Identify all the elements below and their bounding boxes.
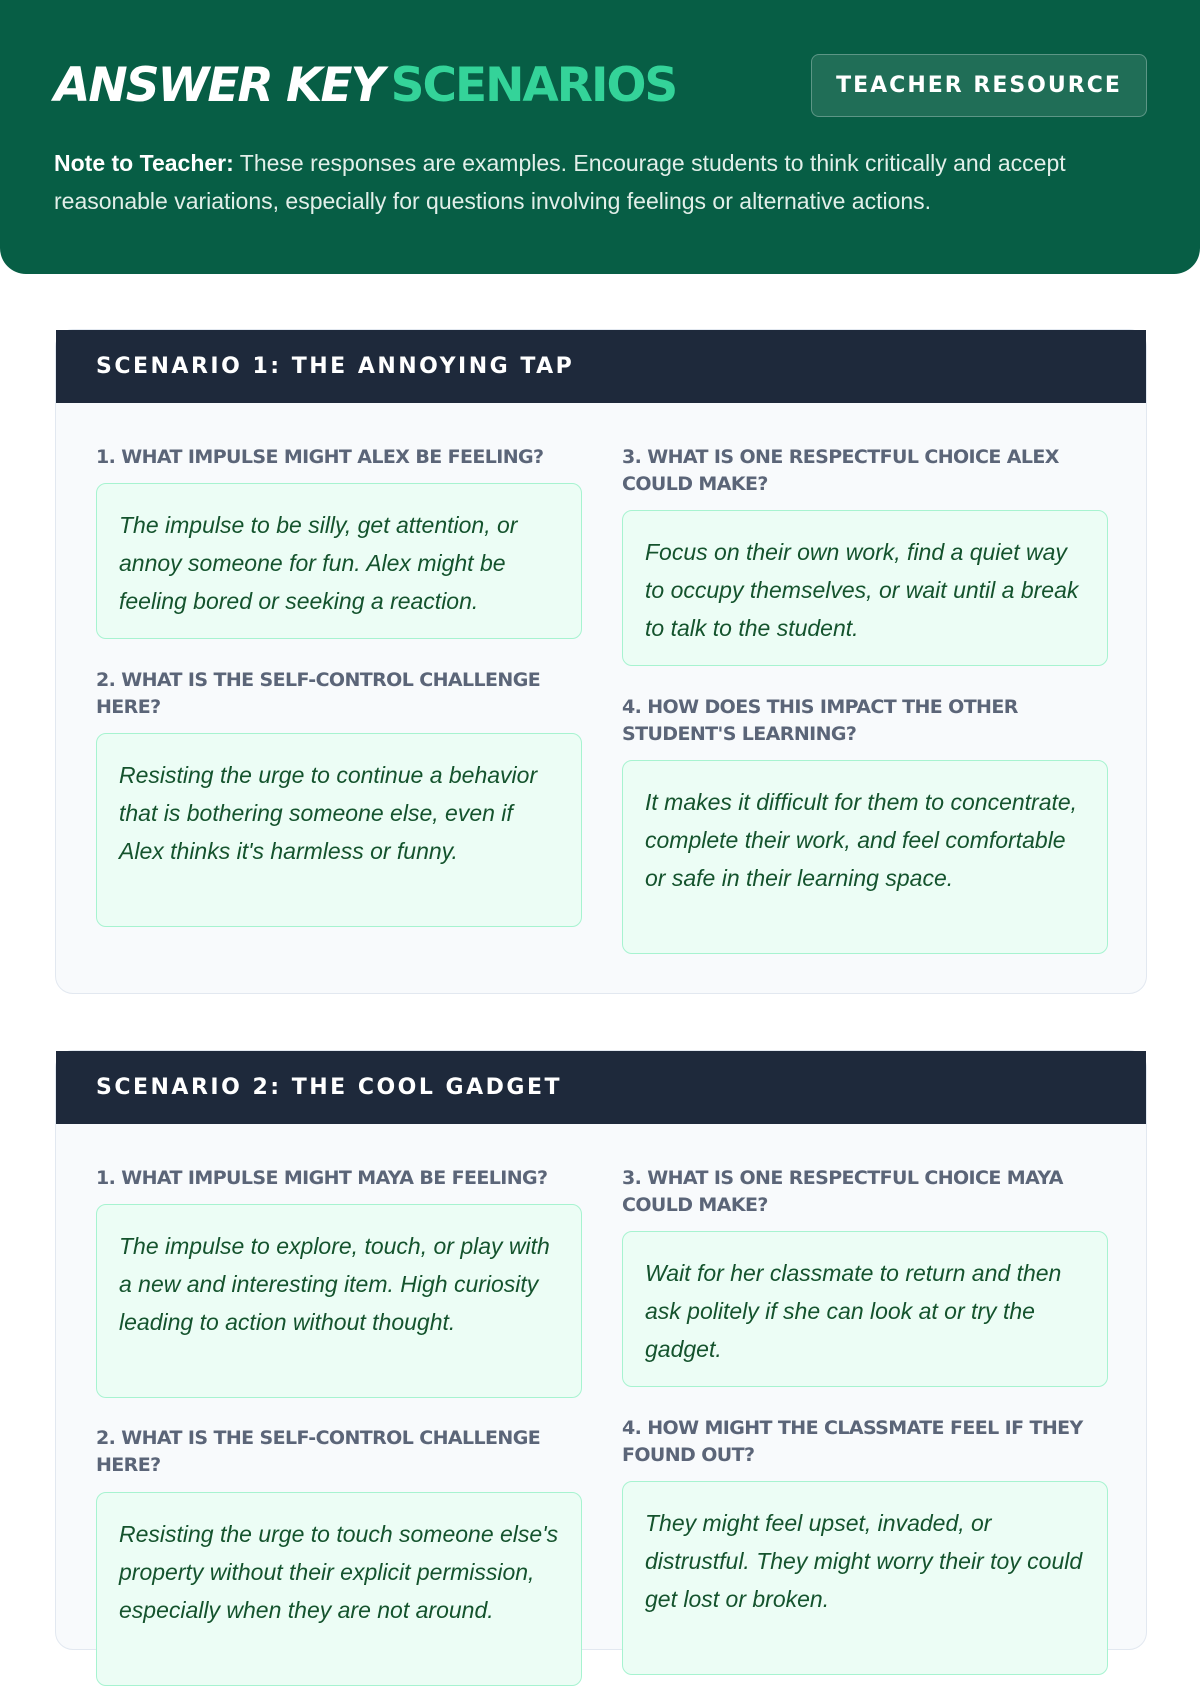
answer-box: It makes it difficult for them to concentrate, complete their work, and feel comfortable or safe in their learning space.	[622, 760, 1108, 954]
question-label: 4. HOW MIGHT THE CLASSMATE FEEL IF THEY FOUND OUT?	[622, 1417, 1083, 1466]
title-answer-key: ANSWER KEY	[54, 58, 383, 113]
question-label: 3. WHAT IS ONE RESPECTFUL CHOICE ALEX COULD MAKE?	[622, 446, 1059, 495]
answer-box: Resisting the urge to continue a behavior that is bothering someone else, even if Alex thinks it's harmless or funny.	[96, 733, 582, 927]
scenario-card-2	[55, 1050, 1147, 1650]
question-label: 1. WHAT IMPULSE MIGHT ALEX BE FEELING?	[96, 446, 544, 468]
teacher-note-label: Note to Teacher:	[54, 150, 234, 176]
teacher-note-text: These responses are examples. Encourage students to think critically and accept reasonable variations, especially for questions involving feelings or alternative actions.	[54, 150, 1066, 214]
scenario-title: SCENARIO 2: THE COOL GADGET	[56, 1051, 1146, 1124]
header-banner	[0, 0, 1200, 274]
teacher-note	[54, 144, 1154, 220]
teacher-resource-badge: TEACHER RESOURCE	[811, 54, 1147, 117]
answer-box: Resisting the urge to touch someone else's property without their explicit permission, especially when they are not around.	[96, 1492, 582, 1686]
scenario-title: SCENARIO 1: THE ANNOYING TAP	[56, 330, 1146, 403]
answer-box: Wait for her classmate to return and then ask politely if she can look at or try the gadget.	[622, 1231, 1108, 1387]
answer-box: Focus on their own work, find a quiet way to occupy themselves, or wait until a break to talk to the student.	[622, 510, 1108, 666]
answer-box: They might feel upset, invaded, or distrustful. They might worry their toy could get lost or broken.	[622, 1481, 1108, 1675]
page-title	[54, 56, 676, 116]
question-label: 3. WHAT IS ONE RESPECTFUL CHOICE MAYA COULD MAKE?	[622, 1167, 1063, 1216]
question-label: 1. WHAT IMPULSE MIGHT MAYA BE FEELING?	[96, 1167, 548, 1189]
question-label: 2. WHAT IS THE SELF-CONTROL CHALLENGE HERE?	[96, 1427, 541, 1476]
title-scenarios: SCENARIOS	[390, 58, 677, 113]
answer-box: The impulse to explore, touch, or play with a new and interesting item. High curiosity leading to action without thought.	[96, 1204, 582, 1398]
question-label: 4. HOW DOES THIS IMPACT THE OTHER STUDENT'S LEARNING?	[622, 696, 1018, 745]
question-label: 2. WHAT IS THE SELF-CONTROL CHALLENGE HERE?	[96, 669, 541, 718]
answer-box: The impulse to be silly, get attention, or annoy someone for fun. Alex might be feeling bored or seeking a reaction.	[96, 483, 582, 639]
scenario-card-1	[55, 329, 1147, 994]
